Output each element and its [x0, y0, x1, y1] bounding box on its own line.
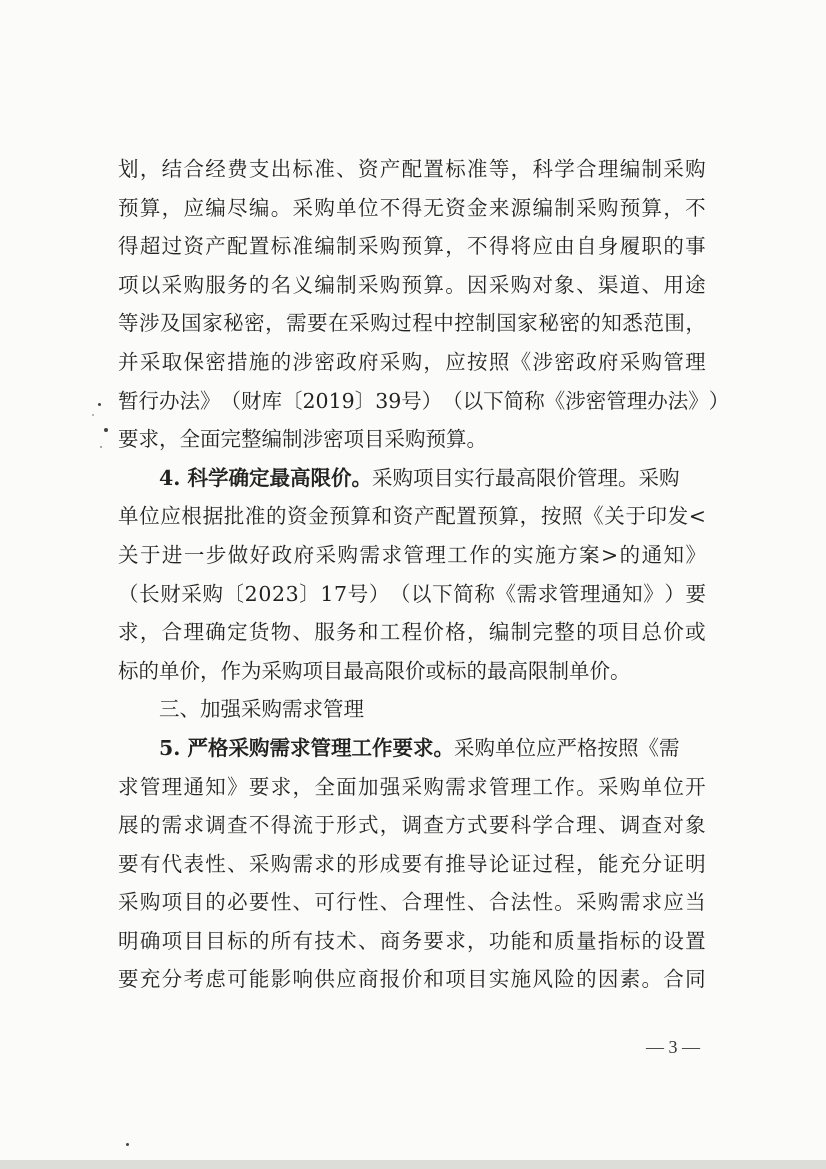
paragraph-line: 展 的 需 求 调 查 不 得 流 于 形 式 ， 调 查 方 式 要 科 学 合 理 、 调 查 对 象: [118, 813, 706, 838]
paragraph-line: 求 ， 合 理 确 定 货 物 、 服 务 和 工 程 价 格 ， 编 制 完 整 的 项 目 总 价 或: [118, 620, 706, 645]
paragraph-line: 要 有 代 表 性 、 采 购 需 求 的 形 成 要 有 推 导 论 证 过 程 ， 能 充 分 证 明: [118, 851, 706, 876]
paragraph-line: 项 以 采 购 服 务 的 名 义 编 制 采 购 预 算 。 因 采 购 对 象 、 渠 道 、 用 途: [118, 272, 706, 297]
paragraph-line: 暂 行 办 法 》 （ 财 库 〔 2 0 1 9 〕 3 9 号 ） （ 以 下 简 称 《 涉 密 管 理 办 法 》 ）: [118, 388, 730, 413]
paragraph-line: 等 涉 及 国 家 秘 密 ， 需 要 在 采 购 过 程 中 控 制 国 家 秘 密 的 知 悉 范 围 ，: [118, 311, 706, 336]
paragraph-line: 要 充 分 考 虑 可 能 影 响 供 应 商 报 价 和 项 目 实 施 风 险 的 因 素 。 合 同: [118, 967, 706, 992]
page-number: — 3 —: [646, 1037, 700, 1057]
paragraph-line: 关 于 进 一 步 做 好 政 府 采 购 需 求 管 理 工 作 的 实 施 方 案 > 的 通 知 》: [118, 542, 706, 567]
scan-speck: [92, 414, 94, 416]
paragraph-line: 求 管 理 通 知 》 要 求 ， 全 面 加 强 采 购 需 求 管 理 工 作 。 采 购 单 位 开: [118, 774, 706, 799]
scan-edge: [0, 1160, 826, 1169]
paragraph-line: 要求，全面完整编制涉密项目采购预算。: [118, 427, 487, 452]
paragraph-line: （ 长 财 采 购 〔 2 0 2 3 〕 1 7 号 ） （ 以 下 简 称 《 需 求 管 理 通 知 》 ） 要: [118, 581, 706, 606]
scan-speck: [126, 1143, 129, 1146]
item-5-title: 5. 严格采购需求管理工作要求。: [159, 735, 455, 760]
scan-speck: [100, 446, 102, 448]
paragraph-line: 预 算 ， 应 编 尽 编 。 采 购 单 位 不 得 无 资 金 来 源 编 制 采 购 预 算 ， 不: [118, 195, 706, 220]
paragraph-line: 标的单价，作为采购项目最高限价或标的最高限制单价。: [118, 658, 631, 683]
paragraph-line: 得 超 过 资 产 配 置 标 准 编 制 采 购 预 算 ， 不 得 将 应 由 自 身 履 职 的 事: [118, 234, 706, 259]
paragraph-line: 单 位 应 根 据 批 准 的 资 金 预 算 和 资 产 配 置 预 算 ， 按 照 《 关 于 印 发 <: [118, 504, 706, 529]
section-heading: 三、加强采购需求管理: [159, 697, 364, 722]
item-4-title: 4. 科学确定最高限价。: [159, 465, 373, 490]
scan-speck: [104, 428, 108, 432]
scan-speck: [98, 403, 101, 406]
item-5-first-line: 5. 严格采购需求管理工作要求。 采购单位应严格按照《需: [118, 729, 706, 768]
item-4-first-line: 4. 科学确定最高限价。 采购项目实行最高限价管理。采购: [118, 459, 706, 498]
paragraph-line: 明 确 项 目 目 标 的 所 有 技 术 、 商 务 要 求 ， 功 能 和 质 量 指 标 的 设 置: [118, 928, 706, 953]
paragraph-line: 采 购 项 目 的 必 要 性 、 可 行 性 、 合 理 性 、 合 法 性 。 采 购 需 求 应 当: [118, 890, 706, 915]
paragraph-line: 划 ， 结 合 经 费 支 出 标 准 、 资 产 配 置 标 准 等 ， 科 学 合 理 编 制 采 购: [118, 157, 706, 181]
paragraph-line: 并 采 取 保 密 措 施 的 涉 密 政 府 采 购 ， 应 按 照 《 涉 密 政 府 采 购 管 理: [118, 349, 706, 374]
document-body: [118, 150, 730, 999]
